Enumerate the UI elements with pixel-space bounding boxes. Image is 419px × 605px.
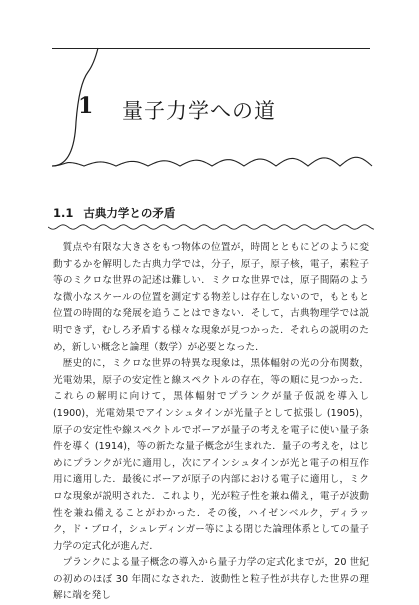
paragraph-2: 歴史的に，ミクロな世界の特異な現象は，黒体輻射の光の分布関数，光電効果，原子の安定性と線スペクトルの存在，等の順に見つかった．これらの解明に向けて，黒体輻射でプランクが量子仮説を導入し (1900)，光電効果でアインシュタインが光量子として拡張し (1905)，原子の安定性や線スペクトルでボーアが量子の考えを電子に使い量子条件を導く (1914)，等の新たな量子概念が生まれた．量子の考えを，はじめにプランクが光に適用し，次にアインシュタインが光と電子の相互作用に適用した．最後にボーアが原子の内部における電子に適用し，ミクロな現象が説明された．これより，光が粒子性を兼ね備え，電子が波動性を兼ね備えることがわかった．その後，ハイゼンベルク，ディラック，ド・ブロイ，シュレディンガー等による閉じた論理体系としての量子力学の定式化が進んだ． — [53, 358, 369, 552]
section-heading — [53, 205, 175, 221]
section-number: 1.1 — [53, 206, 74, 220]
section-wave-underline — [48, 222, 374, 232]
paragraph-3: プランクによる量子概念の導入から量子力学の定式化までが，20 世紀の初めのほぼ 30 年間になされた．波動性と粒子性が共存した世界の理解に端を発し — [53, 557, 369, 602]
body-text — [53, 240, 369, 605]
chapter-number: 1 — [78, 93, 94, 119]
paragraph-1: 質点や有限な大きさをもつ物体の位置が，時間とともにどのように変動するかを解明した古典力学では，分子，原子，原子核，電子，素粒子等のミクロな世界の記述は難しい．ミクロな世界では，原子間隔のような微小なスケールの位置を測定する物差しは存在しないので，もともと位置の時間的な発展を追うことはできない．そして，古典物理学では説明できず，むしろ矛盾する様々な現象が見つかった．それらの説明のため，新しい概念と論理（数学）が必要となった． — [53, 242, 369, 353]
section-title: 古典力学との矛盾 — [83, 206, 176, 220]
chapter-title: 量子力学への道 — [122, 99, 276, 123]
